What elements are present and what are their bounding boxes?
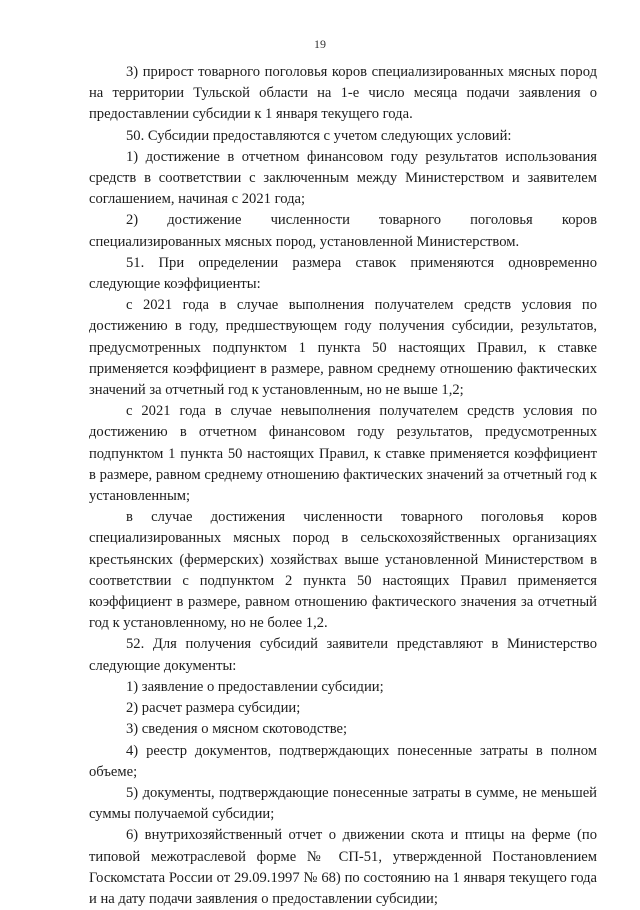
paragraph-50-item-2: 2) достижение численности товарного поголовья коров специализированных мясных пород, установленной Министерством. [89,212,597,250]
paragraph-51-heading: 51. При определении размера ставок применяются одновременно следующие коэффициенты: [89,254,597,293]
paragraph-52-item-1: 1) заявление о предоставлении субсидии; [126,678,384,695]
paragraph-52-heading: 52. Для получения субсидий заявители представляют в Министерство следующие документы: [89,636,597,674]
paragraph-52-item-3: 3) сведения о мясном скотоводстве; [126,721,348,738]
paragraph-52-item-4: 4) реестр документов, подтверждающих понесенные затраты в полном объеме; [89,742,597,780]
paragraph-3-growth: 3) прирост товарного поголовья коров специализированных мясных пород на территории Тульской области на 1-е число месяца подачи заявления о предоставлении субсидии к 1 января текущего года. [89,64,597,123]
paragraph-52-item-5: 5) документы, подтверждающие понесенные затраты в сумме, не меньшей суммы получаемой субсидии; [89,784,597,823]
page-number: 19 [314,37,326,51]
paragraph-51-coef-1: с 2021 года в случае выполнения получателем средств условия по достижению в году, предшествующем году получения субсидии, результатов, предусмотренных подпунктом 1 пункта 50 настоящих Правил, к ставке применяется коэффициент в размере, равном среднему отношению фактических значений за отчетный год к установленным, но не выше 1,2; [89,297,597,399]
paragraph-52-item-2: 2) расчет размера субсидии; [126,700,301,717]
paragraph-52-item-6: 6) внутрихозяйственный отчет о движении скота и птицы на ферме (по типовой межотраслевой форме № СП-51, утвержденной Постановлением Госкомстата России от 29.09.1997 № 68) по состоянию на 1 января текущего года и на дату подачи заявления о предоставлении субсидии; [89,827,597,907]
paragraph-50-item-1: 1) достижение в отчетном финансовом году результатов использования средств в соответствии с заключенным между Министерством и заявителем соглашением, начиная с 2021 года; [89,148,597,208]
paragraph-51-coef-3: в случае достижения численности товарного поголовья коров специализированных мясных пород в сельскохозяйственных организациях крестьянских (фермерских) хозяйствах выше установленной Министерством в соответствии с подпунктом 2 пункта 50 настоящих Правил применяется коэффициент в размере, равном отношению фактического значения за отчетный год к установленному, но не более 1,2. [89,509,597,632]
paragraph-50-heading: 50. Субсидии предоставляются с учетом следующих условий: [126,127,512,144]
paragraph-51-coef-2: с 2021 года в случае невыполнения получателем средств условия по достижению в отчетном финансовом году результатов, предусмотренных подпунктом 1 пункта 50 настоящих Правил, к ставке применяется коэффициент в размере, равном среднему отношению фактических значений за отчетный год к установленным; [89,403,597,505]
document-body [89,62,597,910]
